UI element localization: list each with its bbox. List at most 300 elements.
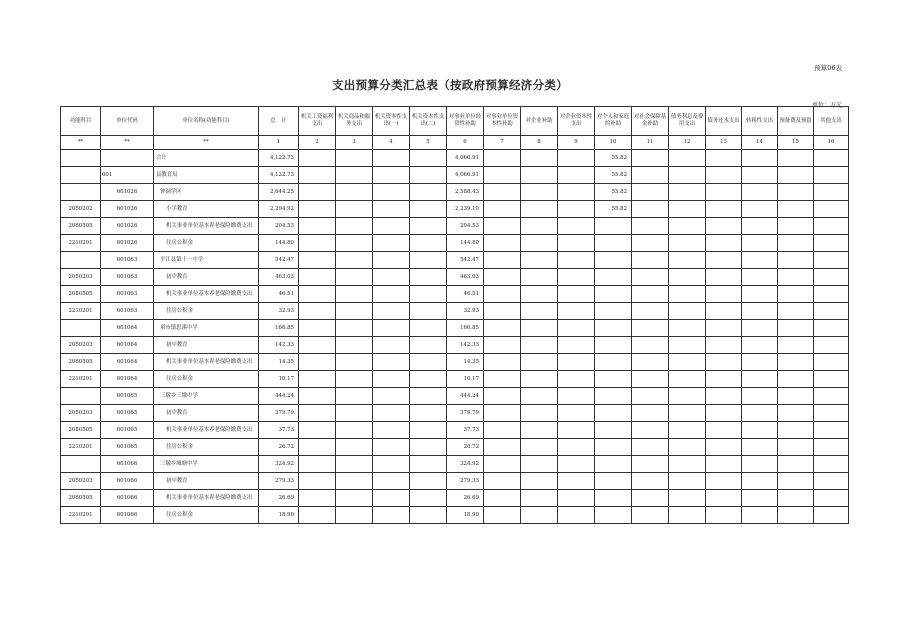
func-code-cell: 2080505 [61,490,101,507]
amount-cell [706,371,742,388]
table-row [61,337,849,354]
total-cell: 324.92 [259,456,299,473]
amount-cell [669,473,706,490]
index-cell: 3 [336,136,373,150]
unit-name-cell: 三墩乡三墩中学 [154,388,259,405]
amount-cell [521,422,558,439]
amount-cell [299,320,336,337]
amount-cell [669,303,706,320]
total-cell: 166.85 [259,320,299,337]
amount-cell [373,184,410,201]
amount-cell [484,269,521,286]
amount-cell [299,201,336,218]
func-code-cell: 2210201 [61,371,101,388]
amount-cell [521,150,558,167]
table-row [61,218,849,235]
amount-cell [521,320,558,337]
amount-cell [814,507,849,524]
amount-cell [814,456,849,473]
amount-cell: 279.33 [447,473,484,490]
amount-cell [669,490,706,507]
amount-cell [299,218,336,235]
amount-cell [558,456,595,473]
amount-cell [742,286,778,303]
amount-cell [373,337,410,354]
amount-cell [778,150,814,167]
unit-code-cell: 601064 [101,371,154,388]
amount-cell [778,371,814,388]
amount-cell [814,201,849,218]
amount-cell [299,150,336,167]
unit-name-cell: 初中教育 [154,473,259,490]
amount-cell [373,235,410,252]
amount-cell [410,201,447,218]
header-row [61,107,849,136]
amount-cell [373,473,410,490]
total-cell: 26.72 [259,439,299,456]
amount-cell [410,320,447,337]
func-code-cell [61,150,101,167]
amount-cell [632,303,669,320]
amount-cell [484,201,521,218]
amount-cell [778,252,814,269]
amount-cell [632,337,669,354]
amount-cell [742,269,778,286]
amount-cell [373,201,410,218]
amount-cell [778,456,814,473]
amount-cell [742,218,778,235]
amount-cell [484,405,521,422]
form-code: 预算06表 [814,64,842,72]
amount-cell [558,490,595,507]
unit-code-cell: 601064 [101,320,154,337]
amount-cell [669,456,706,473]
amount-cell [521,473,558,490]
amount-cell [669,286,706,303]
amount-cell [299,354,336,371]
amount-cell: 55.82 [595,184,632,201]
column-header: 预备费及预留 [778,107,814,136]
amount-cell [299,337,336,354]
amount-cell: 2,239.10 [447,201,484,218]
amount-cell [410,252,447,269]
column-header: 对社会保障基金补助 [632,107,669,136]
amount-cell [336,405,373,422]
index-cell: 13 [706,136,742,150]
amount-cell [336,269,373,286]
amount-cell [669,439,706,456]
amount-cell [778,201,814,218]
amount-cell [484,422,521,439]
amount-cell [521,405,558,422]
amount-cell [706,405,742,422]
amount-cell [410,286,447,303]
amount-cell [558,507,595,524]
amount-cell [373,303,410,320]
amount-cell [742,184,778,201]
index-cell: 11 [632,136,669,150]
column-header: 对个人和家庭的补助 [595,107,632,136]
total-cell: 279.33 [259,473,299,490]
amount-cell [706,218,742,235]
total-cell: 14.35 [259,354,299,371]
amount-cell [558,252,595,269]
unit-code-cell: 601065 [101,422,154,439]
func-code-cell: 2050202 [61,201,101,218]
unit-code-cell: 601026 [101,184,154,201]
index-cell: ** [101,136,154,150]
amount-cell: 542.47 [447,252,484,269]
column-header: 对事业单位资本性补助 [484,107,521,136]
amount-cell [632,456,669,473]
amount-cell: 26.69 [447,490,484,507]
index-cell: 2 [299,136,336,150]
amount-cell [336,235,373,252]
amount-cell [778,473,814,490]
amount-cell [706,354,742,371]
unit-code-cell: 601063 [101,269,154,286]
amount-cell [669,167,706,184]
amount-cell [742,354,778,371]
func-code-cell: 2210201 [61,235,101,252]
amount-cell [410,371,447,388]
amount-cell [558,320,595,337]
amount-cell [521,286,558,303]
table-row [61,286,849,303]
amount-cell: 4,066.91 [447,167,484,184]
amount-cell [595,320,632,337]
amount-cell [595,439,632,456]
amount-cell [336,456,373,473]
amount-cell [558,439,595,456]
unit-name-cell: 住房公积金 [154,507,259,524]
table-row [61,473,849,490]
amount-cell [595,422,632,439]
amount-cell [521,507,558,524]
amount-cell [299,456,336,473]
table-row [61,507,849,524]
total-cell: 2,294.92 [259,201,299,218]
amount-cell [299,184,336,201]
amount-cell [706,201,742,218]
index-cell: ** [154,136,259,150]
amount-cell [632,320,669,337]
table-row [61,184,849,201]
amount-cell [632,252,669,269]
table-row [61,354,849,371]
unit-code-cell: 601066 [101,490,154,507]
amount-cell [410,303,447,320]
amount-cell [373,218,410,235]
amount-cell [410,184,447,201]
table-row [61,456,849,473]
amount-cell [632,201,669,218]
amount-cell [632,388,669,405]
unit-name-cell: 住房公积金 [154,303,259,320]
amount-cell [778,286,814,303]
amount-cell [706,320,742,337]
amount-cell [299,490,336,507]
amount-cell [558,235,595,252]
amount-cell [484,235,521,252]
amount-cell: 26.72 [447,439,484,456]
column-header: 对事业单位经常性补助 [447,107,484,136]
amount-cell [373,320,410,337]
amount-cell [373,354,410,371]
amount-cell [814,320,849,337]
amount-cell [595,218,632,235]
amount-cell [410,388,447,405]
table-row [61,439,849,456]
amount-cell [706,269,742,286]
amount-cell [558,371,595,388]
amount-cell [814,337,849,354]
func-code-cell: 2080505 [61,286,101,303]
amount-cell [558,201,595,218]
amount-cell [336,507,373,524]
total-cell: 463.03 [259,269,299,286]
amount-cell: 55.82 [595,167,632,184]
amount-cell [669,354,706,371]
index-cell: 16 [814,136,849,150]
unit-code-cell: 601026 [101,235,154,252]
amount-cell [299,235,336,252]
amount-cell [706,337,742,354]
amount-cell [410,354,447,371]
amount-cell [521,354,558,371]
amount-cell [336,388,373,405]
column-header: 对企业补助 [521,107,558,136]
amount-cell [669,184,706,201]
amount-cell [410,150,447,167]
table-row [61,269,849,286]
amount-cell [484,320,521,337]
amount-cell [521,490,558,507]
amount-cell [410,405,447,422]
func-code-cell: 2050203 [61,405,101,422]
amount-cell [595,235,632,252]
amount-cell [410,456,447,473]
func-code-cell: 2210201 [61,303,101,320]
amount-cell [706,286,742,303]
amount-cell [706,388,742,405]
amount-cell [742,252,778,269]
amount-cell [521,456,558,473]
table-row [61,371,849,388]
amount-cell [336,184,373,201]
column-header: 机关资本性支出(二) [410,107,447,136]
amount-cell [373,371,410,388]
column-header: 机关工资福利支出 [299,107,336,136]
amount-cell [632,235,669,252]
amount-cell: 204.53 [447,218,484,235]
unit-name-cell: 初中教育 [154,269,259,286]
amount-cell [742,439,778,456]
total-cell: 2,644.25 [259,184,299,201]
amount-cell [373,286,410,303]
amount-cell [742,473,778,490]
amount-cell [778,354,814,371]
amount-cell [778,269,814,286]
table-row [61,422,849,439]
amount-cell [742,201,778,218]
amount-cell [632,167,669,184]
amount-cell [299,439,336,456]
amount-cell [706,490,742,507]
amount-cell [706,439,742,456]
func-code-cell [61,456,101,473]
table-row [61,405,849,422]
amount-cell [706,235,742,252]
table-row [61,320,849,337]
index-cell: 9 [558,136,595,150]
index-cell: 8 [521,136,558,150]
func-code-cell: 2050203 [61,337,101,354]
amount-cell [558,269,595,286]
amount-cell [669,371,706,388]
amount-cell [558,286,595,303]
unit-name-cell: 住房公积金 [154,439,259,456]
total-cell: 18.90 [259,507,299,524]
amount-cell [706,252,742,269]
unit-code-cell: 601 [101,167,154,184]
amount-cell [336,150,373,167]
amount-cell [814,354,849,371]
index-cell: ** [61,136,101,150]
amount-cell [814,473,849,490]
amount-cell [706,507,742,524]
amount-cell [595,303,632,320]
amount-cell [521,337,558,354]
amount-cell: 324.92 [447,456,484,473]
unit-code-cell: 601065 [101,439,154,456]
amount-cell [706,473,742,490]
amount-cell [742,490,778,507]
column-header: 单位代码 [101,107,154,136]
total-cell: 32.93 [259,303,299,320]
amount-cell [373,439,410,456]
total-cell: 142.33 [259,337,299,354]
amount-cell [484,371,521,388]
amount-cell [632,218,669,235]
func-code-cell: 2050203 [61,473,101,490]
amount-cell [778,422,814,439]
amount-cell [632,507,669,524]
amount-cell [814,371,849,388]
unit-code-cell: 601064 [101,337,154,354]
unit-name-cell: 童市镇思溪中学 [154,320,259,337]
amount-cell [484,456,521,473]
amount-cell [521,388,558,405]
amount-cell [373,167,410,184]
amount-cell [410,439,447,456]
amount-cell [595,252,632,269]
amount-cell [336,303,373,320]
amount-cell: 37.73 [447,422,484,439]
amount-cell [521,218,558,235]
unit-name-cell: 初中教育 [154,405,259,422]
amount-cell [484,252,521,269]
amount-cell [814,388,849,405]
amount-cell [669,337,706,354]
table-row [61,303,849,320]
amount-cell [521,252,558,269]
amount-cell [484,150,521,167]
total-cell: 204.53 [259,218,299,235]
column-header: 机关商品和服务支出 [336,107,373,136]
amount-cell [706,456,742,473]
total-cell: 379.79 [259,405,299,422]
amount-cell [778,235,814,252]
amount-cell [632,422,669,439]
total-cell: 37.73 [259,422,299,439]
amount-cell [814,269,849,286]
unit-code-cell: 601066 [101,456,154,473]
amount-cell [595,405,632,422]
amount-cell [336,167,373,184]
amount-cell [299,388,336,405]
amount-cell [742,388,778,405]
amount-cell [742,320,778,337]
amount-cell [706,167,742,184]
unit-code-cell [101,150,154,167]
unit-label: 单位：万元 [811,102,842,109]
unit-name-cell: 机关事业单位基本养老保险缴费支出 [154,354,259,371]
amount-cell [299,167,336,184]
amount-cell: 444.24 [447,388,484,405]
amount-cell [778,167,814,184]
amount-cell [299,371,336,388]
amount-cell [299,507,336,524]
amount-cell [669,507,706,524]
total-cell: 26.69 [259,490,299,507]
amount-cell [373,405,410,422]
amount-cell [558,405,595,422]
amount-cell: 32.93 [447,303,484,320]
amount-cell [484,439,521,456]
column-header: 总 计 [259,107,299,136]
amount-cell [521,235,558,252]
func-code-cell [61,167,101,184]
unit-name-cell: 住房公积金 [154,235,259,252]
amount-cell [336,490,373,507]
amount-cell [778,320,814,337]
amount-cell [521,439,558,456]
amount-cell [410,422,447,439]
func-code-cell: 2080505 [61,422,101,439]
table-row [61,252,849,269]
index-cell: 15 [778,136,814,150]
amount-cell [410,473,447,490]
amount-cell [299,286,336,303]
amount-cell [669,405,706,422]
total-cell: 10.17 [259,371,299,388]
amount-cell [336,252,373,269]
unit-code-cell: 601066 [101,473,154,490]
amount-cell [595,456,632,473]
amount-cell [814,218,849,235]
amount-cell [484,337,521,354]
func-code-cell [61,388,101,405]
amount-cell [484,507,521,524]
func-code-cell [61,320,101,337]
amount-cell [521,371,558,388]
amount-cell [632,405,669,422]
amount-cell [484,303,521,320]
index-cell: 14 [742,136,778,150]
amount-cell: 55.82 [595,201,632,218]
amount-cell: 463.03 [447,269,484,286]
